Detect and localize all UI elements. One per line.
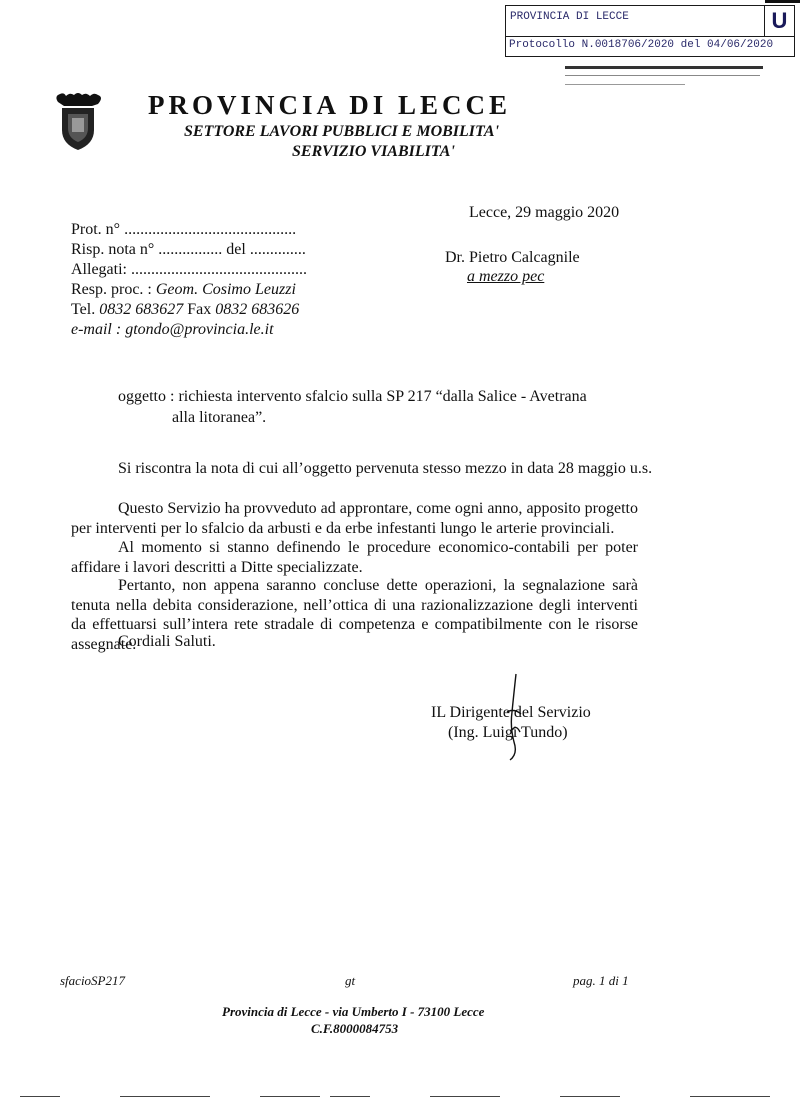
scan-edge-mark — [330, 1096, 370, 1097]
stamp-protocol: Protocollo N.0018706/2020 del 04/06/2020 — [509, 39, 774, 51]
risp-line — [71, 241, 306, 259]
header-service: SERVIZIO VIABILITA' — [292, 143, 455, 160]
scanner-mark — [565, 66, 763, 69]
prot-line: Prot. n° ........................................... — [71, 221, 297, 238]
subject-line-2: alla litoranea”. — [172, 409, 267, 426]
handwritten-signature — [504, 672, 524, 762]
fax-number: 0832 683626 — [215, 301, 300, 318]
body-paragraph-2: Questo Servizio ha provveduto ad approntare, come ogni anno, apposito progetto per interventi per lo sfalcio da arbusti e da erbe infestanti lungo le arterie provinciali. — [71, 500, 638, 537]
header-sector: SETTORE LAVORI PUBBLICI E MOBILITA' — [184, 123, 500, 140]
stamp-office: PROVINCIA DI LECCE — [510, 11, 629, 23]
signature-name: (Ing. Luigi Tundo) — [448, 724, 568, 741]
scan-edge-mark — [560, 1096, 620, 1097]
body-paragraph-4: Pertanto, non appena saranno concluse dette operazioni, la segnalazione sarà tenuta nella debita considerazione, nell’ottica di una razionalizzazione degli interventi da effettuarsi sull’intera rete stradale di competenza e compatibilmente con le risorse assegnate. — [71, 577, 638, 653]
protocol-stamp — [505, 5, 795, 57]
footer-page: pag. 1 di 1 — [573, 973, 629, 988]
resp-line — [71, 281, 296, 299]
scanner-mark — [765, 0, 800, 3]
tel-label: Tel. — [71, 301, 100, 318]
resp-label: Resp. proc. : — [71, 281, 156, 298]
body-paragraph-3: Al momento si stanno definendo le procedure economico-contabili per poter affidare i lavori descritti a Ditte specializzate. — [71, 539, 638, 576]
footer-initials: gt — [345, 973, 356, 988]
stamp-office-cell — [506, 6, 765, 37]
footer-address: Provincia di Lecce - via Umberto I - 73100 Lecce — [222, 1004, 485, 1019]
footer-tax-code: C.F.8000084753 — [311, 1021, 399, 1036]
stamp-flag: U — [765, 6, 794, 37]
signature-role: IL Dirigente del Servizio — [431, 704, 591, 721]
coat-of-arms-logo — [52, 92, 104, 152]
allegati-line: Allegati: ............................................ — [71, 261, 307, 278]
letter-date: Lecce, 29 maggio 2020 — [469, 204, 620, 221]
scan-edge-mark — [20, 1096, 60, 1097]
tel-number: 0832 683627 — [99, 301, 184, 318]
header-title: PROVINCIA DI LECCE — [148, 90, 512, 120]
phone-line — [71, 301, 299, 319]
closing-greeting: Cordiali Saluti. — [118, 633, 216, 650]
recipient-via: a mezzo pec — [467, 268, 545, 285]
scanner-mark — [565, 75, 760, 76]
email-line: e-mail : gtondo@provincia.le.it — [71, 321, 274, 338]
subject-line-1: oggetto : richiesta intervento sfalcio sulla SP 217 “dalla Salice - Avetrana — [118, 388, 587, 405]
recipient-name: Dr. Pietro Calcagnile — [445, 249, 580, 266]
body-paragraph-1: Si riscontra la nota di cui all’oggetto pervenuta stesso mezzo in data 28 maggio u.s. — [118, 460, 653, 477]
scan-edge-mark — [430, 1096, 500, 1097]
scan-edge-mark — [120, 1096, 210, 1097]
scanner-mark — [565, 84, 685, 85]
risp-date: del .............. — [226, 241, 306, 258]
risp-number: Risp. nota n° ................ — [71, 241, 223, 258]
scan-edge-mark — [260, 1096, 320, 1097]
scan-edge-mark — [690, 1096, 770, 1097]
footer-filename: sfacioSP217 — [60, 973, 125, 988]
fax-label: Fax — [183, 301, 216, 318]
resp-name: Geom. Cosimo Leuzzi — [155, 281, 296, 298]
